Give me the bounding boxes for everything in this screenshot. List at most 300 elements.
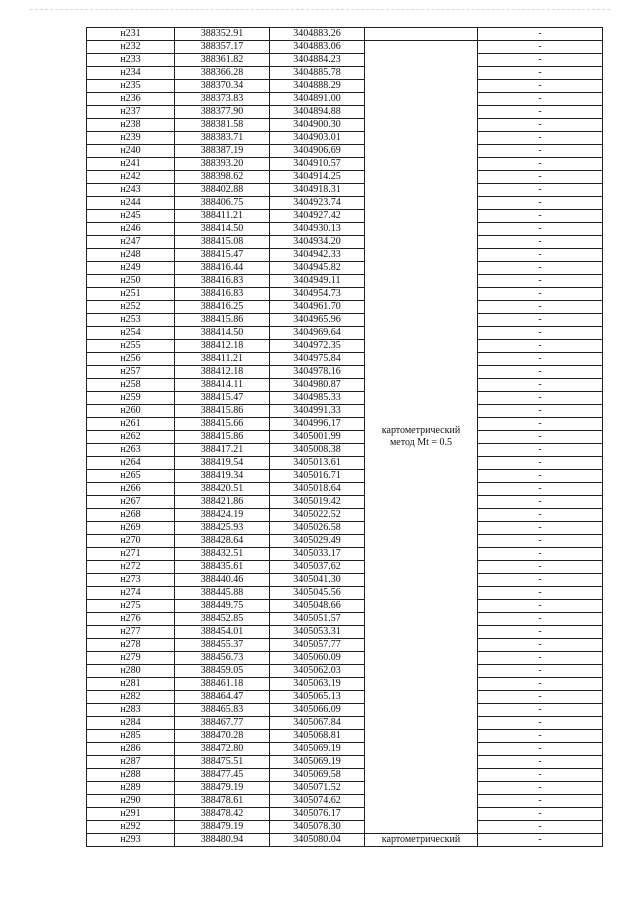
description-cell: - [478,93,603,106]
y-coordinate-cell: 3405069.19 [270,743,365,756]
description-cell: - [478,366,603,379]
point-name-cell: н273 [87,574,175,587]
description-cell: - [478,665,603,678]
x-coordinate-cell: 388352.91 [175,28,270,41]
x-coordinate-cell: 388417.21 [175,444,270,457]
table-row [87,808,603,821]
table-row [87,158,603,171]
y-coordinate-cell: 3405068.81 [270,730,365,743]
table-row [87,327,603,340]
point-name-cell: н279 [87,652,175,665]
table-row [87,366,603,379]
y-coordinate-cell: 3404965.96 [270,314,365,327]
description-cell: - [478,80,603,93]
x-coordinate-cell: 388416.25 [175,301,270,314]
table-row [87,652,603,665]
y-coordinate-cell: 3405051.57 [270,613,365,626]
table-row [87,301,603,314]
x-coordinate-cell: 388414.50 [175,327,270,340]
table-row [87,483,603,496]
description-cell: - [478,236,603,249]
x-coordinate-cell: 388416.83 [175,288,270,301]
x-coordinate-cell: 388478.61 [175,795,270,808]
table-row [87,444,603,457]
y-coordinate-cell: 3405016.71 [270,470,365,483]
y-coordinate-cell: 3404975.84 [270,353,365,366]
method-label: картометрический [381,425,461,436]
description-cell: - [478,483,603,496]
y-coordinate-cell: 3405071.52 [270,782,365,795]
description-cell: - [478,145,603,158]
point-name-cell: н250 [87,275,175,288]
x-coordinate-cell: 388445.88 [175,587,270,600]
x-coordinate-cell: 388393.20 [175,158,270,171]
point-name-cell: н259 [87,392,175,405]
point-name-cell: н248 [87,249,175,262]
table-row [87,184,603,197]
x-coordinate-cell: 388477.45 [175,769,270,782]
table-row [87,665,603,678]
table-row [87,275,603,288]
x-coordinate-cell: 388465.83 [175,704,270,717]
x-coordinate-cell: 388479.19 [175,782,270,795]
y-coordinate-cell: 3404972.35 [270,340,365,353]
point-name-cell: н265 [87,470,175,483]
table-row [87,379,603,392]
x-coordinate-cell: 388415.86 [175,405,270,418]
x-coordinate-cell: 388366.28 [175,67,270,80]
x-coordinate-cell: 388357.17 [175,41,270,54]
table-row [87,80,603,93]
y-coordinate-cell: 3404906.69 [270,145,365,158]
description-cell: - [478,574,603,587]
description-cell: - [478,327,603,340]
table-row [87,145,603,158]
description-cell: - [478,834,603,847]
description-cell: - [478,67,603,80]
x-coordinate-cell: 388398.62 [175,171,270,184]
description-cell: - [478,613,603,626]
point-name-cell: н235 [87,80,175,93]
point-name-cell: н243 [87,184,175,197]
description-cell: - [478,704,603,717]
table-row [87,197,603,210]
x-coordinate-cell: 388415.47 [175,392,270,405]
point-name-cell: н255 [87,340,175,353]
x-coordinate-cell: 388414.11 [175,379,270,392]
y-coordinate-cell: 3405074.62 [270,795,365,808]
table-row [87,54,603,67]
x-coordinate-cell: 388452.85 [175,613,270,626]
table-row [87,704,603,717]
x-coordinate-cell: 388459.05 [175,665,270,678]
y-coordinate-cell: 3404945.82 [270,262,365,275]
description-cell: - [478,184,603,197]
table-row [87,639,603,652]
description-cell: - [478,249,603,262]
description-cell: - [478,197,603,210]
table-row [87,730,603,743]
x-coordinate-cell: 388461.18 [175,678,270,691]
y-coordinate-cell: 3404969.64 [270,327,365,340]
point-name-cell: н266 [87,483,175,496]
description-cell: - [478,301,603,314]
y-coordinate-cell: 3404891.00 [270,93,365,106]
y-coordinate-cell: 3405001.99 [270,431,365,444]
x-coordinate-cell: 388479.19 [175,821,270,834]
table-row [87,210,603,223]
y-coordinate-cell: 3405008.38 [270,444,365,457]
table-row [87,574,603,587]
point-name-cell: н274 [87,587,175,600]
description-cell: - [478,275,603,288]
point-name-cell: н277 [87,626,175,639]
description-cell: - [478,782,603,795]
description-cell: - [478,262,603,275]
point-name-cell: н258 [87,379,175,392]
point-name-cell: н232 [87,41,175,54]
x-coordinate-cell: 388428.64 [175,535,270,548]
x-coordinate-cell: 388373.83 [175,93,270,106]
point-name-cell: н287 [87,756,175,769]
description-cell: - [478,470,603,483]
x-coordinate-cell: 388415.47 [175,249,270,262]
description-cell: - [478,340,603,353]
y-coordinate-cell: 3405053.31 [270,626,365,639]
description-cell: - [478,392,603,405]
description-cell: - [478,405,603,418]
table-row [87,41,603,54]
point-name-cell: н237 [87,106,175,119]
point-name-cell: н233 [87,54,175,67]
y-coordinate-cell: 3405045.56 [270,587,365,600]
description-cell: - [478,821,603,834]
method-cell-merged [365,41,478,834]
x-coordinate-cell: 388424.19 [175,509,270,522]
point-name-cell: н269 [87,522,175,535]
table-row [87,834,603,847]
x-coordinate-cell: 388415.66 [175,418,270,431]
x-coordinate-cell: 388415.86 [175,431,270,444]
table-row [87,405,603,418]
x-coordinate-cell: 388416.83 [175,275,270,288]
x-coordinate-cell: 388478.42 [175,808,270,821]
point-name-cell: н271 [87,548,175,561]
point-name-cell: н238 [87,119,175,132]
description-cell: - [478,691,603,704]
description-cell: - [478,418,603,431]
point-name-cell: н236 [87,93,175,106]
table-row [87,587,603,600]
y-coordinate-cell: 3405033.17 [270,548,365,561]
table-row [87,106,603,119]
method-cell-empty [365,28,478,41]
table-row [87,769,603,782]
x-coordinate-cell: 388387.19 [175,145,270,158]
description-cell: - [478,535,603,548]
x-coordinate-cell: 388435.61 [175,561,270,574]
y-coordinate-cell: 3405065.13 [270,691,365,704]
point-name-cell: н260 [87,405,175,418]
x-coordinate-cell: 388470.28 [175,730,270,743]
y-coordinate-cell: 3404918.31 [270,184,365,197]
x-coordinate-cell: 388432.51 [175,548,270,561]
point-name-cell: н234 [87,67,175,80]
x-coordinate-cell: 388416.44 [175,262,270,275]
y-coordinate-cell: 3405076.17 [270,808,365,821]
table-row [87,28,603,41]
table-row [87,717,603,730]
point-name-cell: н253 [87,314,175,327]
description-cell: - [478,379,603,392]
y-coordinate-cell: 3405019.42 [270,496,365,509]
point-name-cell: н272 [87,561,175,574]
description-cell: - [478,106,603,119]
description-cell: - [478,548,603,561]
x-coordinate-cell: 388402.88 [175,184,270,197]
y-coordinate-cell: 3405057.77 [270,639,365,652]
point-name-cell: н288 [87,769,175,782]
x-coordinate-cell: 388383.71 [175,132,270,145]
y-coordinate-cell: 3405013.61 [270,457,365,470]
point-name-cell: н275 [87,600,175,613]
description-cell: - [478,717,603,730]
y-coordinate-cell: 3404978.16 [270,366,365,379]
point-name-cell: н278 [87,639,175,652]
table-row [87,756,603,769]
y-coordinate-cell: 3404885.78 [270,67,365,80]
x-coordinate-cell: 388406.75 [175,197,270,210]
description-cell: - [478,314,603,327]
table-row [87,249,603,262]
y-coordinate-cell: 3404910.57 [270,158,365,171]
description-cell: - [478,769,603,782]
description-cell: - [478,444,603,457]
description-cell: - [478,730,603,743]
description-cell: - [478,561,603,574]
x-coordinate-cell: 388411.21 [175,353,270,366]
description-cell: - [478,132,603,145]
y-coordinate-cell: 3404930.13 [270,223,365,236]
point-name-cell: н292 [87,821,175,834]
y-coordinate-cell: 3404985.33 [270,392,365,405]
table-row [87,613,603,626]
header-artifact-line [30,9,610,10]
y-coordinate-cell: 3404884.23 [270,54,365,67]
x-coordinate-cell: 388377.90 [175,106,270,119]
point-name-cell: н270 [87,535,175,548]
method-cell-last: картометрический [365,834,478,847]
point-name-cell: н241 [87,158,175,171]
x-coordinate-cell: 388412.18 [175,366,270,379]
y-coordinate-cell: 3404894.88 [270,106,365,119]
description-cell: - [478,54,603,67]
point-name-cell: н240 [87,145,175,158]
description-cell: - [478,678,603,691]
description-cell: - [478,353,603,366]
table-row [87,795,603,808]
y-coordinate-cell: 3405022.52 [270,509,365,522]
description-cell: - [478,210,603,223]
y-coordinate-cell: 3405048.66 [270,600,365,613]
point-name-cell: н251 [87,288,175,301]
point-name-cell: н242 [87,171,175,184]
x-coordinate-cell: 388475.51 [175,756,270,769]
y-coordinate-cell: 3404934.20 [270,236,365,249]
table-row [87,535,603,548]
y-coordinate-cell: 3405078.30 [270,821,365,834]
description-cell: - [478,587,603,600]
x-coordinate-cell: 388455.37 [175,639,270,652]
x-coordinate-cell: 388440.46 [175,574,270,587]
point-name-cell: н264 [87,457,175,470]
y-coordinate-cell: 3404991.33 [270,405,365,418]
point-name-cell: н261 [87,418,175,431]
y-coordinate-cell: 3404927.42 [270,210,365,223]
point-name-cell: н291 [87,808,175,821]
y-coordinate-cell: 3405029.49 [270,535,365,548]
x-coordinate-cell: 388415.86 [175,314,270,327]
y-coordinate-cell: 3405018.64 [270,483,365,496]
table-row [87,626,603,639]
table-row [87,132,603,145]
y-coordinate-cell: 3404914.25 [270,171,365,184]
point-name-cell: н263 [87,444,175,457]
table-row [87,262,603,275]
x-coordinate-cell: 388370.34 [175,80,270,93]
table-row [87,522,603,535]
y-coordinate-cell: 3405069.19 [270,756,365,769]
coordinates-table-body [87,28,603,847]
table-row [87,418,603,431]
point-name-cell: н290 [87,795,175,808]
x-coordinate-cell: 388456.73 [175,652,270,665]
description-cell: - [478,496,603,509]
description-cell: - [478,652,603,665]
y-coordinate-cell: 3404954.73 [270,288,365,301]
description-cell: - [478,28,603,41]
x-coordinate-cell: 388361.82 [175,54,270,67]
point-name-cell: н247 [87,236,175,249]
table-row [87,353,603,366]
y-coordinate-cell: 3404888.29 [270,80,365,93]
y-coordinate-cell: 3404903.01 [270,132,365,145]
point-name-cell: н249 [87,262,175,275]
table-row [87,782,603,795]
y-coordinate-cell: 3405066.09 [270,704,365,717]
table-row [87,236,603,249]
x-coordinate-cell: 388415.08 [175,236,270,249]
point-name-cell: н254 [87,327,175,340]
table-row [87,691,603,704]
description-cell: - [478,457,603,470]
y-coordinate-cell: 3405041.30 [270,574,365,587]
description-cell: - [478,756,603,769]
table-row [87,743,603,756]
table-row [87,93,603,106]
table-row [87,314,603,327]
description-cell: - [478,223,603,236]
x-coordinate-cell: 388449.75 [175,600,270,613]
table-row [87,821,603,834]
y-coordinate-cell: 3405037.62 [270,561,365,574]
point-name-cell: н282 [87,691,175,704]
table-row [87,431,603,444]
y-coordinate-cell: 3405060.09 [270,652,365,665]
y-coordinate-cell: 3405067.84 [270,717,365,730]
point-name-cell: н284 [87,717,175,730]
point-name-cell: н252 [87,301,175,314]
point-name-cell: н283 [87,704,175,717]
x-coordinate-cell: 388419.34 [175,470,270,483]
y-coordinate-cell: 3405062.03 [270,665,365,678]
table-row [87,509,603,522]
y-coordinate-cell: 3404980.87 [270,379,365,392]
table-row [87,340,603,353]
point-name-cell: н286 [87,743,175,756]
table-row [87,548,603,561]
table-row [87,67,603,80]
x-coordinate-cell: 388421.86 [175,496,270,509]
description-cell: - [478,600,603,613]
description-cell: - [478,795,603,808]
x-coordinate-cell: 388480.94 [175,834,270,847]
description-cell: - [478,158,603,171]
description-cell: - [478,808,603,821]
description-cell: - [478,119,603,132]
description-cell: - [478,41,603,54]
table-row [87,223,603,236]
point-name-cell: н285 [87,730,175,743]
table-row [87,496,603,509]
description-cell: - [478,743,603,756]
point-name-cell: н289 [87,782,175,795]
description-cell: - [478,288,603,301]
point-name-cell: н267 [87,496,175,509]
y-coordinate-cell: 3404942.33 [270,249,365,262]
point-name-cell: н293 [87,834,175,847]
x-coordinate-cell: 388381.58 [175,119,270,132]
description-cell: - [478,171,603,184]
table-row [87,171,603,184]
x-coordinate-cell: 388454.01 [175,626,270,639]
x-coordinate-cell: 388414.50 [175,223,270,236]
point-name-cell: н268 [87,509,175,522]
point-name-cell: н281 [87,678,175,691]
table-row [87,600,603,613]
point-name-cell: н280 [87,665,175,678]
table-row [87,392,603,405]
x-coordinate-cell: 388419.54 [175,457,270,470]
description-cell: - [478,509,603,522]
y-coordinate-cell: 3405080.04 [270,834,365,847]
table-row [87,561,603,574]
point-name-cell: н245 [87,210,175,223]
x-coordinate-cell: 388411.21 [175,210,270,223]
y-coordinate-cell: 3404961.70 [270,301,365,314]
y-coordinate-cell: 3404996.17 [270,418,365,431]
description-cell: - [478,522,603,535]
table-row [87,457,603,470]
description-cell: - [478,431,603,444]
x-coordinate-cell: 388467.77 [175,717,270,730]
table-row [87,288,603,301]
x-coordinate-cell: 388425.93 [175,522,270,535]
point-name-cell: н262 [87,431,175,444]
point-name-cell: н256 [87,353,175,366]
x-coordinate-cell: 388420.51 [175,483,270,496]
table-row [87,119,603,132]
